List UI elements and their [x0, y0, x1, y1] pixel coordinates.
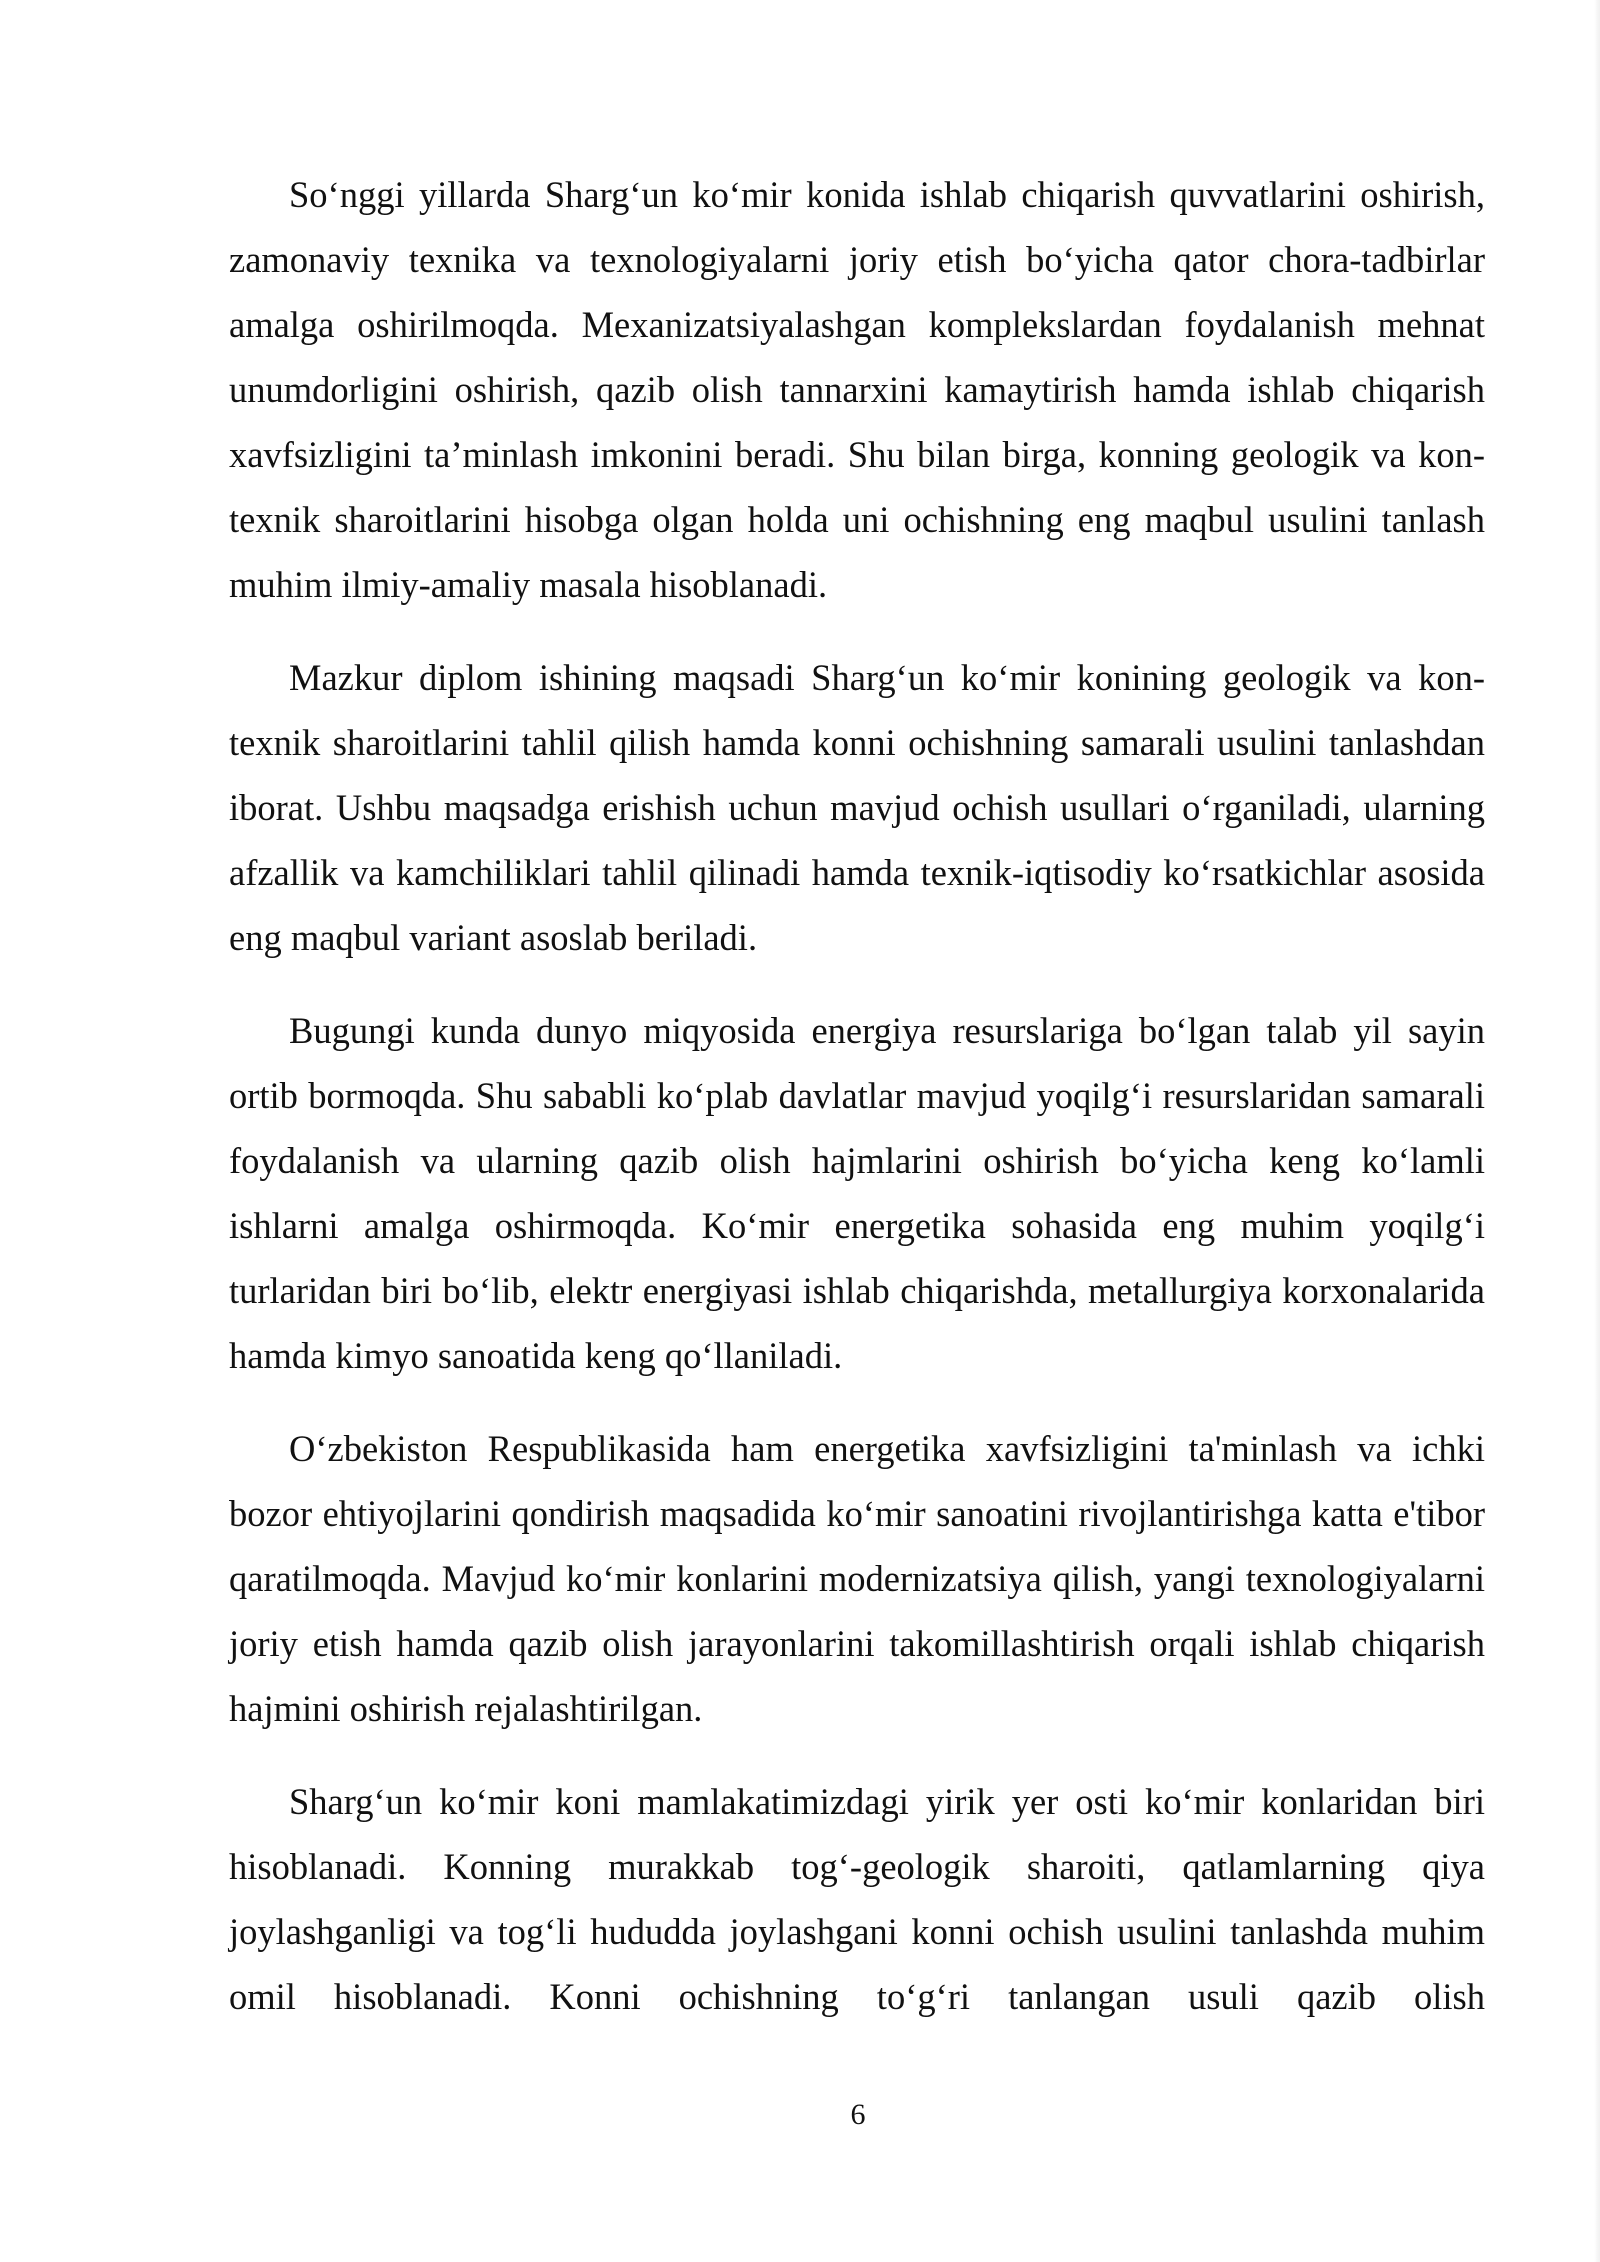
page-number: 6 [850, 2098, 866, 2131]
document-body [229, 162, 1485, 2057]
page-edge-shadow [1594, 0, 1600, 2262]
paragraph-5: Sharg‘un ko‘mir koni mamlakatimizdagi yirik yer osti ko‘mir konlaridan biri hisoblanadi. Konning murakkab tog‘-geologik sharoiti, qatlamlarning qiya joylashganligi va tog‘li hududda joylashgani konni ochish usulini tanlashda muhim omil hisoblanadi. Konni ochishning to‘g‘ri tanlangan usuli qazib olish [229, 1781, 1485, 2017]
paragraph-4: O‘zbekiston Respublikasida ham energetika xavfsizligini ta'minlash va ichki bozor ehtiyojlarini qondirish maqsadida ko‘mir sanoatini rivojlantirishga katta e'tibor qaratilmoqda. Mavjud ko‘mir konlarini modernizatsiya qilish, yangi texnologiyalarni joriy etish hamda qazib olish jarayonlarini takomillashtirish orqali ishlab chiqarish hajmini oshirish rejalashtirilgan. [229, 1428, 1485, 1729]
paragraph-2: Mazkur diplom ishining maqsadi Sharg‘un ko‘mir konining geologik va kon-texnik sharoitlarini tahlil qilish hamda konni ochishning samarali usulini tanlashdan iborat. Ushbu maqsadga erishish uchun mavjud ochish usullari o‘rganiladi, ularning afzallik va kamchiliklari tahlil qilinadi hamda texnik-iqtisodiy ko‘rsatkichlar asosida eng maqbul variant asoslab beriladi. [229, 657, 1485, 958]
paragraph-3: Bugungi kunda dunyo miqyosida energiya resurslariga bo‘lgan talab yil sayin ortib bormoqda. Shu sababli ko‘plab davlatlar mavjud yoqilg‘i resurslaridan samarali foydalanish va ularning qazib olish hajmlarini oshirish bo‘yicha keng ko‘lamli ishlarni amalga oshirmoqda. Ko‘mir energetika sohasida eng muhim yoqilg‘i turlaridan biri bo‘lib, elektr energiyasi ishlab chiqarishda, metallurgiya korxonalarida hamda kimyo sanoatida keng qo‘llaniladi. [229, 1010, 1485, 1376]
paragraph-1: So‘nggi yillarda Sharg‘un ko‘mir konida ishlab chiqarish quvvatlarini oshirish, zamonaviy texnika va texnologiyalarni joriy etish bo‘yicha qator chora-tadbirlar amalga oshirilmoqda. Mexanizatsiyalashgan komplekslardan foydalanish mehnat unumdorligini oshirish, qazib olish tannarxini kamaytirish hamda ishlab chiqarish xavfsizligini ta’minlash imkonini beradi. Shu bilan birga, konning geologik va kon-texnik sharoitlarini hisobga olgan holda uni ochishning eng maqbul usulini tanlash muhim ilmiy-amaliy masala hisoblanadi. [229, 174, 1485, 605]
